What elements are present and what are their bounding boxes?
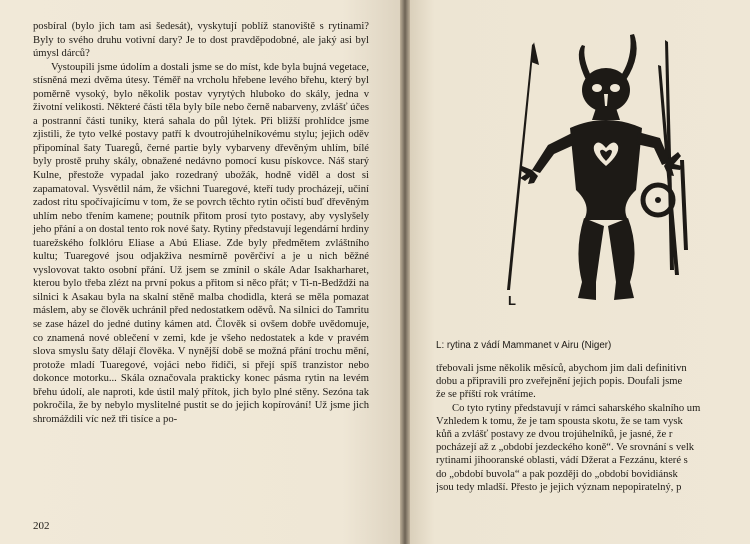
page-number: 202 <box>33 520 50 532</box>
rock-engraving-figure <box>470 20 690 320</box>
text-line: rytinami jihooranské oblasti, vádí Džerat a Fezzánu, které s <box>436 455 688 467</box>
text-line: jsou tedy mladší. Přesto je jejich význam nepopiratelný, p <box>436 481 682 493</box>
figure-caption: L: rytina z vádí Mammanet v Airu (Niger) <box>436 340 612 351</box>
left-page-text <box>33 20 369 426</box>
text-line: do „období buvola“ a pak později do „období bovidiánsk <box>436 468 678 480</box>
text-line: dobu a připravili pro zveřejnění jejich popis. Doufali jsme <box>436 376 683 388</box>
paragraph-2: Vystoupili jsme údolím a dostali jsme se do míst, kde byla bujná vegetace, stísněná mezi dvěma útesy. Téměř na vrcholu hřebene levého břehu, který byl poměrně vysoký, bylo několik postav vyrytých hluboko do skály, jedna v životní velikosti. Některé části těla byly bíle nebo černě nabarveny, zvlášť účes a postranní části tuniky, která sahala do půl lýtek. Při bližší prohlídce jsme zjistili, že tyto velké postavy patří k dvoutrojúhelníkovému stylu; jejich oděv připomínal šaty Tuaregů, černé partie byly vybarveny dřevěným uhlím, bílé byly prostě pruhy skály, obnažené nedávno pomocí kusu pískovce. Náš starý Kulne, přestože vypadal jako rozedraný ubožák, hodně viděl a dost si zapamatoval. Vysvětlil nám, že všichni Tuaregové, kteří tudy procházejí, učiní zadost ritu spočívajícímu v tom, že se povrch těchto rytin očistí buď dřevěným uhlím nebo třením kamene; poutník přitom prosí tyto postavy, aby vyslyšely jeho přání a on dostal tento rok nové šaty. Rytiny představují legendární hrdiny tuarežského folklóru Eliase a Abú Eliase. Zde byly předmětem zvláštního kultu; Tuaregové jsou odjakživa nesmírně pověrčiví a je u nich běžné vyslovovat takto osobní přání. Už jsem se zmínil o skále Adar Isakharharet, kterou bylo třeba zlézt na první pokus a přitom si něco přát; v Ti-n-Bedždži na silnici k Asakau byla na skalní stěně malba chodidla, která se měla pomazat máslem, aby se člověk uchránil před nedostatkem oděvů. Na silnici do Tamritu se zase házel do jedné dutiny kámen atd. Člověk si ovšem dobře uvědomuje, co znamená nové oblečení v zemi, kde je všeho nedostatek a kde v pravém slova smyslu šaty dělají člověka. V nynější době se možná přání trochu mění, protože mladí Tuaregové, vojáci nebo řidiči, si přejí spíš tranzistor nebo dokonce motorku... Skála označovala prakticky konec pásma rytin na levém břehu údolí, ale naproti, kde ústil malý přítok, jich bylo plné stěny. Sezóna tak pokročila, že by nebylo myslitelné pustit se do jejich kopírování! Už jsme jich shromáždili víc než tři tisíce a po- <box>33 61 369 425</box>
text-line: Co tyto rytiny představují v rámci saharského skalního um <box>452 402 701 414</box>
text-line: pocházejí až z „období jezdeckého koně“. Ve srovnání s velk <box>436 442 695 454</box>
text-line: že se příští rok vrátíme. <box>436 389 536 401</box>
text-line: třebovali jsme několik měsíců, abychom jim dali definitivn <box>436 363 687 374</box>
text-line: kůň a zvlášť postavy ze dvou trojúhelníků, je jasné, že r <box>436 429 673 441</box>
right-page-text <box>436 362 750 494</box>
text-line: Vzhledem k tomu, že je tam spousta skotu, že se tam vysk <box>436 415 683 427</box>
paragraph-1: posbíral (bylo jich tam asi šedesát), vyskytují poblíž stanoviště s rytinami? Byly to svého druhu votivní dary? Je to dost pravděpodobné, ale jaký asi byl úmysl dárců? <box>33 21 369 60</box>
book-gutter <box>400 0 410 544</box>
figure-letter: L <box>508 293 516 308</box>
